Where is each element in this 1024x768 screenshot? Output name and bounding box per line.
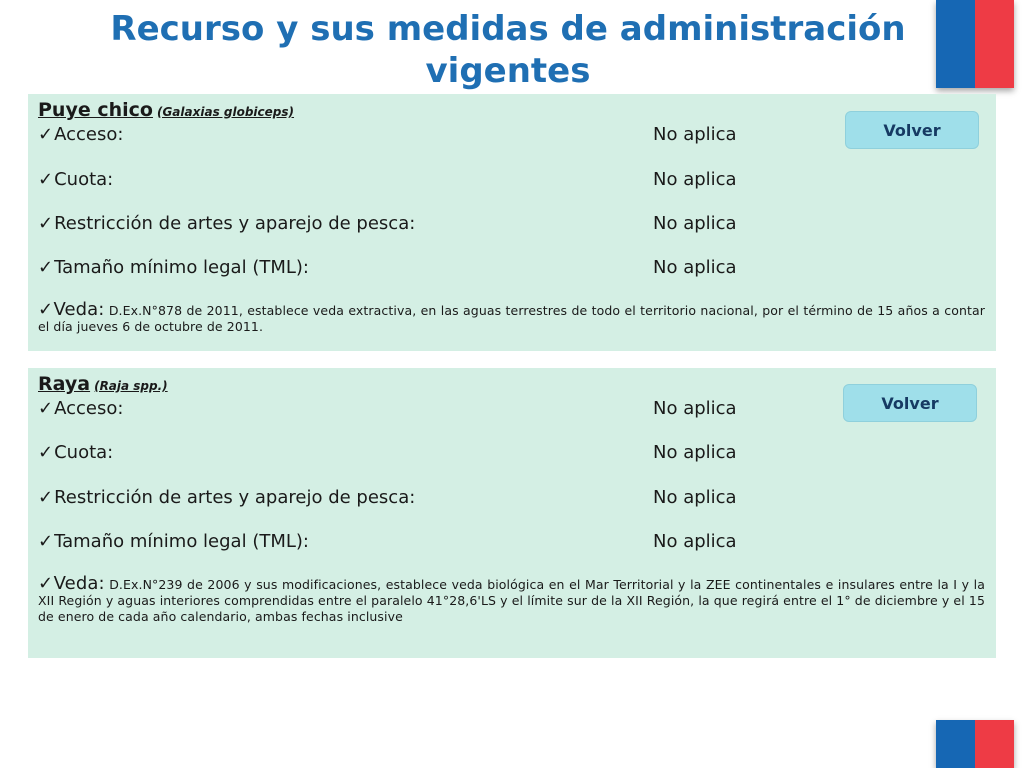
- measure-value: No aplica: [653, 531, 737, 552]
- checkmark-icon: ✓: [38, 573, 54, 594]
- checkmark-icon: ✓: [38, 299, 54, 320]
- checkmark-icon: ✓: [38, 398, 54, 419]
- measure-label: Restricción de artes y aparejo de pesca:: [54, 213, 416, 234]
- veda-text: D.Ex.N°878 de 2011, establece veda extractiva, en las aguas terrestres de todo el territorio nacional, por el término de 15 años a contar el día jueves 6 de octubre de 2011.: [38, 303, 985, 334]
- resource-heading: [38, 373, 168, 395]
- measure-value: No aplica: [653, 487, 737, 508]
- veda-label: Veda:: [53, 573, 105, 594]
- checkmark-icon: ✓: [38, 213, 54, 234]
- veda-text: D.Ex.N°239 de 2006 y sus modificaciones, establece veda biológica en el Mar Territorial y la ZEE continentales e insulares entre la I y la XII Región y aguas interiores comprendidas entre el paralelo 41°28,6'LS y el límite sur de la XII Región, la que regirá entre el 1° de diciembre y el 15 de enero de cada año calendario, ambas fechas inclusive: [38, 577, 985, 624]
- measure-label: Cuota:: [54, 442, 114, 463]
- measure-value: No aplica: [653, 213, 737, 234]
- flag-blue-band: [936, 0, 975, 88]
- measure-label: Cuota:: [54, 169, 114, 190]
- measure-value: No aplica: [653, 169, 737, 190]
- measure-row-restriccion: [38, 487, 737, 509]
- measure-value: No aplica: [653, 257, 737, 278]
- measure-label: Tamaño mínimo legal (TML):: [54, 531, 309, 552]
- resource-name: Raya: [38, 373, 91, 395]
- resource-heading: [38, 99, 294, 121]
- flag-blue-band: [936, 720, 975, 768]
- measure-row-restriccion: [38, 213, 737, 235]
- veda-label: Veda:: [53, 299, 105, 320]
- measure-row-acceso: [38, 124, 737, 146]
- checkmark-icon: ✓: [38, 487, 54, 508]
- veda-paragraph: [38, 573, 985, 625]
- measure-value: No aplica: [653, 124, 737, 145]
- flag-red-band: [975, 0, 1014, 88]
- measure-row-tml: [38, 531, 737, 553]
- veda-paragraph: [38, 299, 985, 335]
- measure-label: Tamaño mínimo legal (TML):: [54, 257, 309, 278]
- flag-red-band: [975, 720, 1014, 768]
- checkmark-icon: ✓: [38, 257, 54, 278]
- page-title: Recurso y sus medidas de administración vigentes: [110, 9, 906, 91]
- measure-label: Acceso:: [54, 124, 124, 145]
- measure-value: No aplica: [653, 442, 737, 463]
- measure-row-tml: [38, 257, 737, 279]
- checkmark-icon: ✓: [38, 531, 54, 552]
- resource-name: Puye chico: [38, 99, 153, 121]
- measure-label: Acceso:: [54, 398, 124, 419]
- resource-scientific-name: (Galaxias globiceps): [156, 105, 295, 119]
- measure-value: No aplica: [653, 398, 737, 419]
- measure-row-cuota: [38, 442, 737, 464]
- chile-flag-stripe-top: [936, 0, 1014, 88]
- measure-row-cuota: [38, 169, 737, 191]
- volver-button[interactable]: Volver: [843, 384, 977, 422]
- measure-row-acceso: [38, 398, 737, 420]
- checkmark-icon: ✓: [38, 169, 54, 190]
- resource-scientific-name: (Raja spp.): [94, 379, 168, 393]
- resource-panel-raya: [28, 368, 996, 658]
- checkmark-icon: ✓: [38, 124, 54, 145]
- resource-panel-puye-chico: [28, 94, 996, 351]
- volver-button[interactable]: Volver: [845, 111, 979, 149]
- chile-flag-stripe-bottom: [936, 720, 1014, 768]
- checkmark-icon: ✓: [38, 442, 54, 463]
- measure-label: Restricción de artes y aparejo de pesca:: [54, 487, 416, 508]
